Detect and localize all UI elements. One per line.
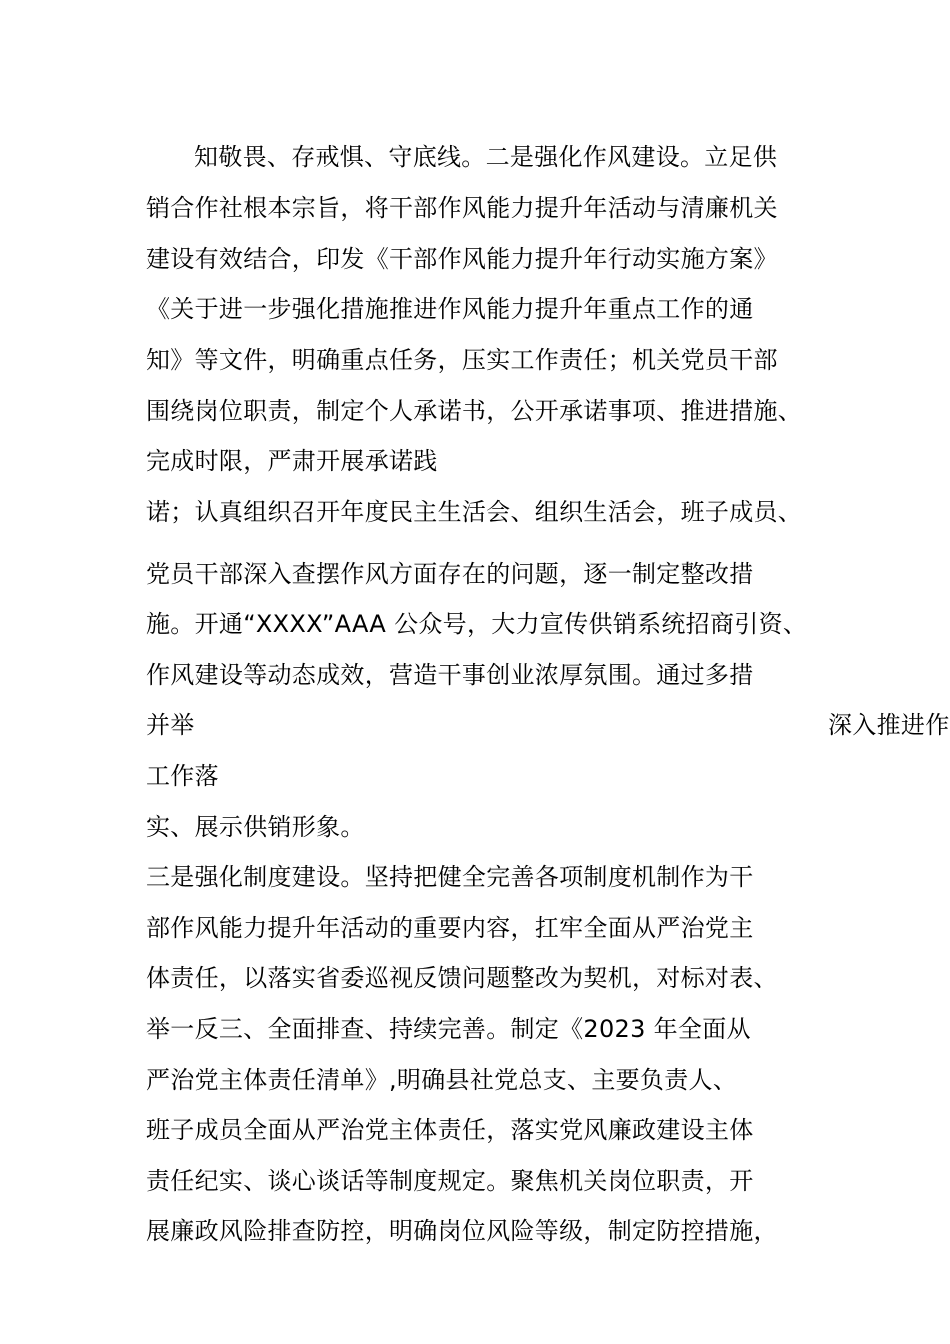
paragraph-line-4: 《关于进一步强化措施推进作风能力提升年重点工作的通 — [146, 295, 754, 323]
paragraph-line-6: 围绕岗位职责，制定个人承诺书，公开承诺事项、推进措施、 — [146, 397, 803, 425]
paragraph-line-14: 实、展示供销形象。 — [146, 813, 365, 841]
paragraph-line-17: 体责任，以落实省委巡视反馈问题整改为契机，对标对表、 — [146, 964, 778, 992]
paragraph-line-13: 工作落 — [146, 762, 219, 790]
paragraph-line-22: 展廉政风险排查防控，明确岗位风险等级，制定防控措施， — [146, 1217, 778, 1245]
paragraph-line-5: 知》等文件，明确重点任务，压实工作责任；机关党员干部 — [146, 346, 778, 374]
paragraph-line-9: 党员干部深入查摆作风方面存在的问题，逐一制定整改措 — [146, 560, 754, 588]
paragraph-line-11: 作风建设等动态成效，营造干事创业浓厚氛围。通过多措 — [146, 661, 754, 689]
paragraph-line-18: 举一反三、全面排查、持续完善。制定《2023 年全面从 — [146, 1015, 751, 1043]
paragraph-line-15: 三是强化制度建设。坚持把健全完善各项制度机制作为干 — [146, 863, 754, 891]
paragraph-line-20: 班子成员全面从严治党主体责任，落实党风廉政建设主体 — [146, 1116, 754, 1144]
paragraph-line-8: 诺；认真组织召开年度民主生活会、组织生活会，班子成员、 — [146, 498, 803, 526]
paragraph-line-7: 完成时限，严肃开展承诺践 — [146, 447, 438, 475]
paragraph-line-21: 责任纪实、谈心谈话等制度规定。聚焦机关岗位职责，开 — [146, 1167, 754, 1195]
paragraph-line-2: 销合作社根本宗旨，将干部作风能力提升年活动与清廉机关 — [146, 194, 778, 222]
paragraph-line-3: 建设有效结合，印发《干部作风能力提升年行动实施方案》 — [146, 245, 778, 273]
paragraph-line-10: 施。开通“XXXX”AAA 公众号，大力宣传供销系统招商引资、 — [146, 610, 808, 638]
paragraph-line-12-right-fragment: 深入推进作 — [828, 711, 950, 739]
paragraph-line-1: 知敬畏、存戒惧、守底线。二是强化作风建设。立足供 — [194, 143, 778, 171]
paragraph-line-19: 严治党主体责任清单》,明确县社党总支、主要负责人、 — [146, 1066, 738, 1094]
paragraph-line-16: 部作风能力提升年活动的重要内容，扛牢全面从严治党主 — [146, 914, 754, 942]
paragraph-line-12: 并举 — [146, 711, 195, 739]
